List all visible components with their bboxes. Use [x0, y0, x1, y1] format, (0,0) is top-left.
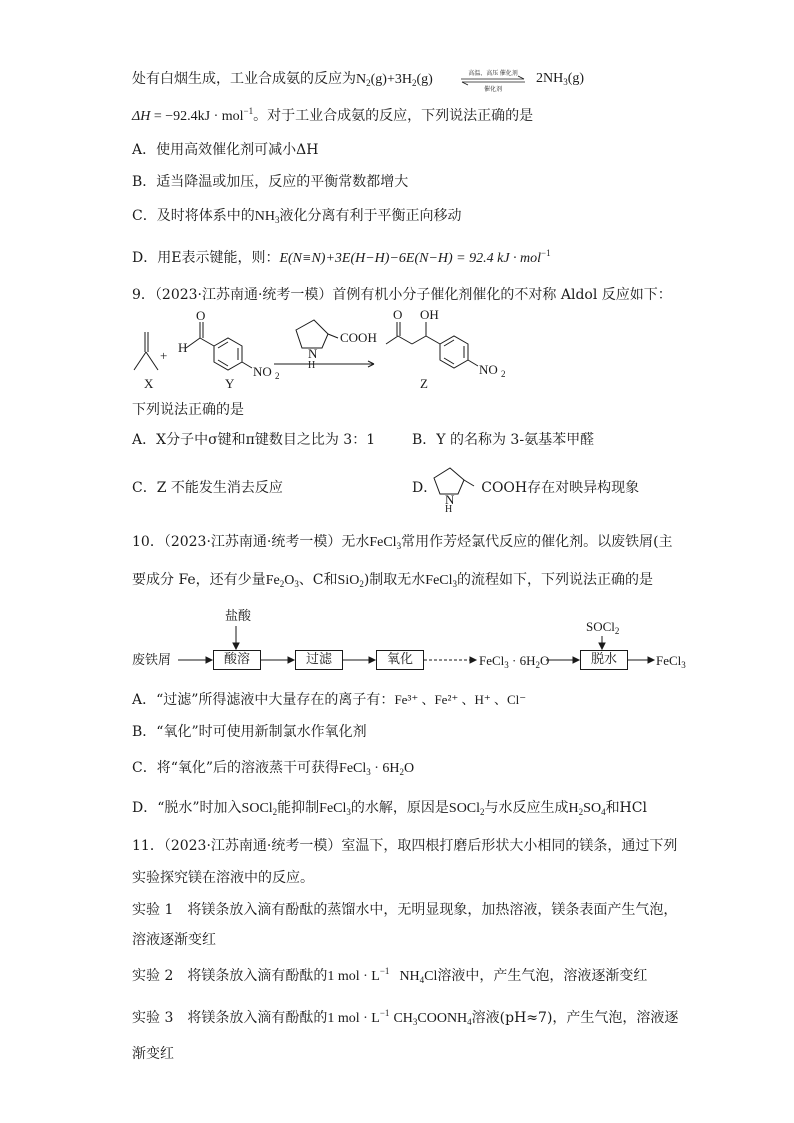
q9-option-c[interactable]: C．Z 不能发生消去反应 — [132, 480, 283, 496]
flow-hydrate-label: FeCl$_3$ · $6H_2O$ — [479, 653, 550, 670]
q11-stem-line1: 11．（2023·江苏南通·统考一模）室温下，取四根打磨后形状大小相同的镁条，通过下列 — [132, 838, 678, 854]
q8-option-c[interactable]: C．及时将体系中的$NH_3$液化分离有利于平衡正向移动 — [132, 208, 462, 225]
svg-text:COOH: COOH — [340, 330, 377, 345]
q11-experiment-1: 实验 1 将镁条放入滴有酚酞的蒸馏水中，无明显现象，加热溶液，镁条表面产生气泡， — [132, 902, 678, 918]
q9-question: 下列说法正确的是 — [132, 402, 244, 418]
q11-experiment-3: 实验 3 将镁条放入滴有酚酞的1 mol · $L^{-1}$ $CH_3COONH_4$溶液(pH≈7)，产生气泡，溶液逐 — [132, 1008, 679, 1027]
svg-text:NO: NO — [253, 364, 272, 379]
svg-text:2: 2 — [275, 371, 280, 381]
flow-box-oxidize: 氧化 — [376, 650, 424, 670]
q11-experiment-2: 实验 2 将镁条放入滴有酚酞的1 mol · $L^{-1}$ $NH_4Cl$溶液中，产生气泡，溶液逐渐变红 — [132, 966, 648, 985]
q9-option-b[interactable]: B．Y 的名称为 3-氨基苯甲醛 — [412, 432, 595, 448]
svg-text:N: N — [445, 492, 455, 507]
flow-box-dissolve: 酸溶 — [213, 650, 261, 670]
svg-text:O: O — [196, 308, 206, 323]
q8-option-b[interactable]: B．适当降温或加压，反应的平衡常数都增大 — [132, 174, 409, 190]
q10-option-a[interactable]: A．“过滤”所得滤液中大量存在的离子有：Fe³⁺ 、Fe²⁺ 、H⁺ 、Cl⁻ — [132, 692, 527, 708]
plus-sign: + — [160, 348, 168, 363]
q10-stem-line1: 10．（2023·江苏南通·统考一模）无水FeCl$_3$常用作芳烃氯代反应的催化剂。以废铁屑(主 — [132, 534, 673, 551]
q10-option-d[interactable]: D．“脱水”时加入SOCl$_2$能抑制FeCl$_3$的水解，原因是SOCl$_2$与水反应生成$H_2SO_4$和HCl — [132, 800, 647, 817]
q11-stem-line2: 实验探究镁在溶液中的反应。 — [132, 870, 314, 886]
flow-end-label: FeCl$_3$ — [656, 653, 686, 670]
label-z: Z — [420, 376, 428, 391]
q8-option-a[interactable]: A．使用高效催化剂可减小ΔH — [132, 142, 319, 158]
svg-text:NO: NO — [479, 362, 498, 377]
flow-box-dehydrate: 脱水 — [580, 650, 628, 670]
svg-text:OH: OH — [420, 308, 439, 322]
flow-box-filter: 过滤 — [295, 650, 343, 670]
label-y: Y — [225, 376, 235, 391]
flow-socl2-label: SOCl$_2$ — [586, 619, 620, 636]
svg-text:H: H — [445, 504, 453, 512]
svg-text:H: H — [178, 340, 188, 355]
q11-experiment-3-cont: 渐变红 — [132, 1046, 174, 1062]
svg-text:O: O — [393, 308, 403, 322]
svg-text:H: H — [308, 360, 316, 371]
q8-option-d[interactable]: D．用E表示键能，则：E(N≡N)+3E(H−H)−6E(N−H) = 92.4 kJ · mol$^{-1}$ — [132, 248, 551, 266]
q10-option-b[interactable]: B．“氧化”时可使用新制氯水作氧化剂 — [132, 724, 367, 740]
q9-option-d[interactable]: D． COOH存在对映异构现象 — [412, 480, 640, 496]
flow-hcl-label: 盐酸 — [225, 609, 252, 624]
q10-stem-line2: 要成分 Fe，还有少量$Fe_2O_3$、C和SiO$_2$)制取无水FeCl$_3$的流程如下，下列说法正确的是 — [132, 572, 654, 589]
label-x: X — [144, 376, 154, 391]
flow-start-label: 废铁屑 — [132, 653, 172, 668]
q11-experiment-1-cont: 溶液逐渐变红 — [132, 932, 216, 948]
q10-option-c[interactable]: C．将“氧化”后的溶液蒸干可获得FeCl$_3$ · $6H_2O$ — [132, 760, 415, 777]
svg-text:N: N — [308, 346, 318, 361]
svg-text:2: 2 — [501, 369, 506, 379]
q8-reaction-line: 处有白烟生成，工业合成氨的反应为$N_2(g)+3H_2(g)$ — [132, 71, 433, 88]
q9-stem: 9．（2023·江苏南通·统考一模）首例有机小分子催化剂催化的不对称 Aldol 反应如下： — [132, 287, 672, 303]
catalyst-label: 催化剂 — [483, 87, 503, 92]
q8-enthalpy-line: ΔH = −92.4kJ · mol$^{-1}$。对于工业合成氨的反应，下列说法正确的是 — [132, 106, 534, 124]
q8-product: $2NH_3(g)$ — [536, 71, 585, 87]
q9-option-a[interactable]: A．X分子中σ键和π键数目之比为 3：1 — [132, 432, 376, 448]
catalyst-conditions-label: 高温、高压 催化剂 — [468, 71, 518, 77]
